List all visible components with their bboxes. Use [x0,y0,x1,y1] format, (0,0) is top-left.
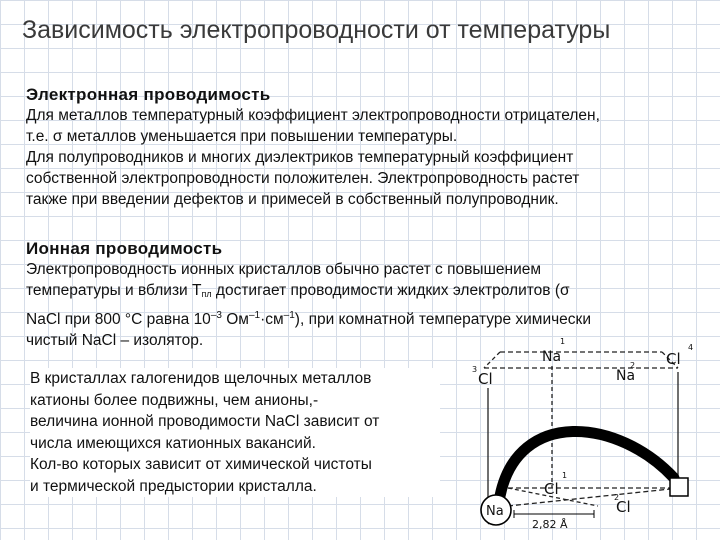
unit-cm: ·см [260,311,284,328]
label-cl-right: Cl [666,350,681,368]
label-na-mid-num: 2 [630,361,636,370]
ionic-heading: Ионная проводимость [26,239,223,258]
electronic-line-2: т.е. σ металлов уменьшается при повышении температуры. [26,128,458,145]
label-cl-lower: Cl [544,480,559,498]
caption-line-6: и термической предыстории кристалла. [30,477,317,495]
label-na-mid: Na [616,368,636,384]
nacl-lattice-figure [448,328,708,534]
ionic-line-4: чистый NaCl – изолятор. [26,332,204,349]
electronic-section [26,84,698,210]
label-na-top: Na [542,349,562,365]
melting-subscript: пл [201,289,212,299]
ionic-line-2-text-b: достигает проводимости жидких электролитов (σ [211,282,570,299]
label-distance: 2,82 Å [532,518,568,531]
ionic-line-3-text-d: ), при комнатной температуре химически [294,311,591,328]
electronic-heading: Электронная проводимость [26,85,271,104]
ionic-line-2 [26,280,698,305]
label-na-top-num: 1 [560,337,566,346]
exponent-3: –1 [283,310,295,321]
ionic-line-1: Электропроводность ионных кристаллов обычно растет с повышением [26,261,542,278]
ionic-line-2-text: температуры и вблизи Т [26,282,202,299]
exponent-2: –1 [248,310,261,321]
label-cl-bottom-num: 2 [614,493,620,502]
label-cl-left: Cl [478,370,493,388]
label-na-circle: Na [486,504,504,519]
ionic-line-3 [26,305,698,330]
electronic-line-4: собственной электропроводности положителен. Электропроводность растет [26,170,580,187]
caption-line-5: Кол-во которых зависит от химической чистоты [30,456,372,473]
ionic-line-3-text: NaCl при 800 °С равна 10 [26,311,211,328]
label-cl-lower-num: 1 [562,471,568,480]
label-cl-right-num: 4 [688,343,694,352]
label-cl-left-num: 3 [472,365,478,374]
label-cl-bottom: Cl [616,498,631,516]
caption-line-3: величина ионной проводимости NaCl зависит от [30,413,380,430]
electronic-line-3: Для полупроводников и многих диэлектриков температурный коэффициент [26,149,574,166]
caption-block [30,368,440,497]
page-title: Зависимость электропроводности от температуры [22,16,611,44]
electronic-line-5: также при введении дефектов и примесей в собственный полупроводник. [26,191,559,208]
electronic-line-1: Для металлов температурный коэффициент электропроводности отрицателен, [26,107,600,124]
vacancy-square [670,478,688,496]
unit-ohm: Ом [221,311,249,328]
exponent-1: –3 [210,310,222,321]
caption-line-1: В кристаллах галогенидов щелочных металлов [30,370,372,387]
caption-line-2: катионы более подвижны, чем анионы,- [30,391,319,409]
migration-path-arrow [500,431,674,496]
caption-line-4: числа имеющихся катионных вакансий. [30,434,316,452]
